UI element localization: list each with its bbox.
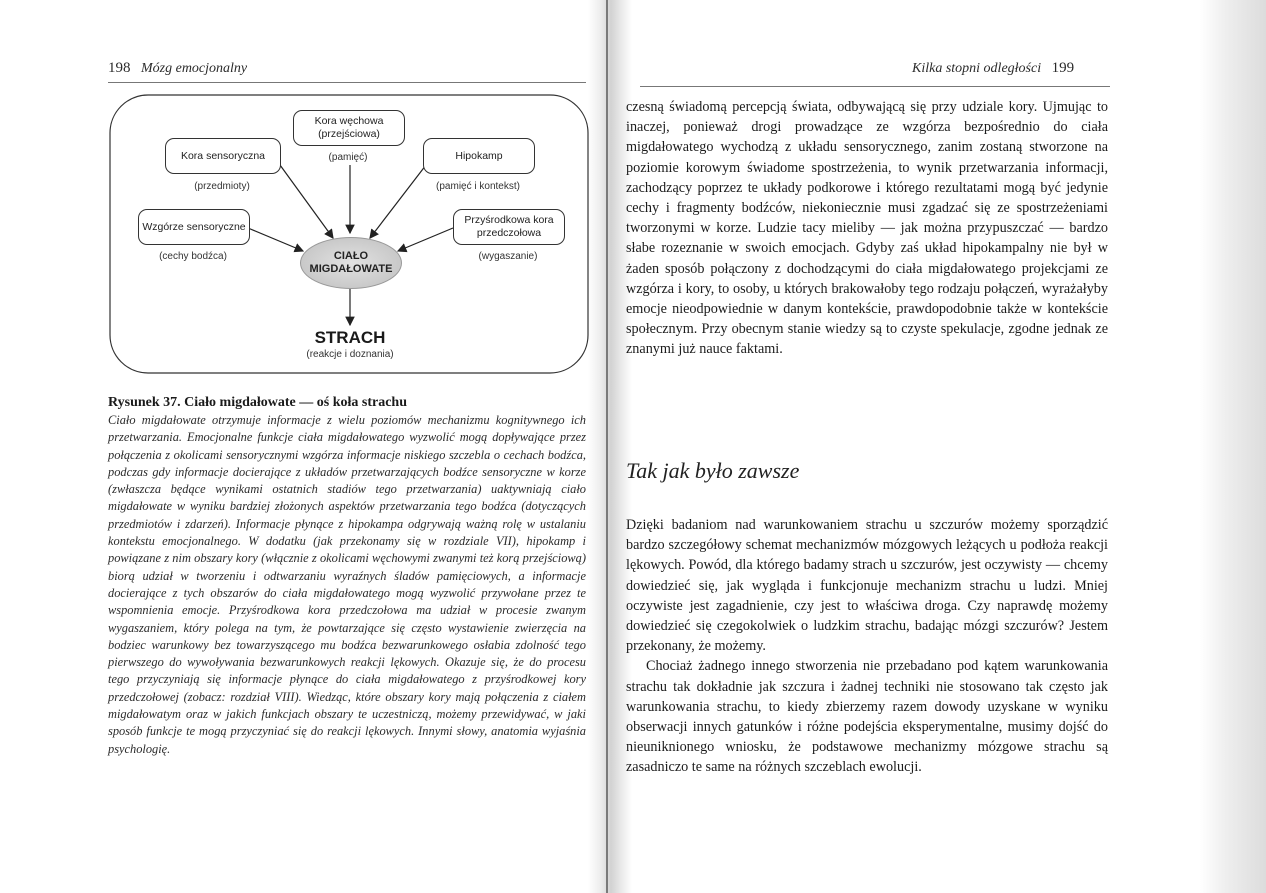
- right-running-head: [912, 60, 1074, 77]
- right-paragraph-2: Dzięki badaniom nad warunkowaniem strachu u szczurów możemy sporządzić bardzo szczegółowy schemat mechanizmów mózgowych leżących u podłoża reakcji lękowych. Powód, dla którego badamy strach u szczurów, jest oczywisty — chcemy dowiedzieć się, jak wygląda i funkcjonuje mechanizm strachu u ludzi. Mniej oczywiste jest zagadnienie, czy jest to właściwa droga. Czy naprawdę możemy dowiedzieć się czegokolwiek o ludzkim strachu, badając mózgi szczurów? Jestem przekonany, że możemy.: [626, 517, 1108, 655]
- section-heading: Tak jak było zawsze: [626, 458, 800, 483]
- arrow-hippocampus-to-amygdala: [370, 165, 426, 238]
- arrow-sensory-to-amygdala: [280, 165, 333, 238]
- sensory-cortex-box: Kora sensoryczna: [165, 138, 281, 174]
- amygdala-diagram: [108, 93, 592, 378]
- left-page-number: 198: [108, 60, 131, 76]
- extinction-label: (wygaszanie): [478, 251, 538, 262]
- fear-label: STRACH: [314, 328, 386, 347]
- arrow-prefrontal-to-amygdala: [398, 228, 453, 251]
- memory-context-label: (pamięć i kontekst): [436, 181, 520, 192]
- memory-label: (pamięć): [328, 152, 368, 163]
- right-page-text-top: [626, 97, 1108, 360]
- right-paragraph-3: Chociaż żadnego innego stworzenia nie przebadano pod kątem warunkowania strachu tak dokładnie jak szczura i żadnej techniki nie stosowano tak często jak warunkowania strachu, to kiedy zbierzemy razem dowody uzyskane w wyniku obserwacji innych gatunków i różne podejścia eksperymentalne, musimy dojść do nieuniknionego wniosku, że podstawowe mechanizmy mózgowe strachu są zasadniczo te same na różnych szczeblach ewolucji.: [626, 658, 1108, 776]
- fear-sublabel: (reakcje i doznania): [306, 349, 394, 360]
- arrow-thalamus-to-amygdala: [248, 228, 303, 251]
- right-head-rule: [640, 86, 1110, 87]
- stimulus-features-label: (cechy bodźca): [159, 251, 227, 262]
- hippocampus-box: Hipokamp: [423, 138, 535, 174]
- objects-label: (przedmioty): [194, 181, 250, 192]
- left-head-rule: [108, 82, 586, 83]
- figure-caption-title: Rysunek 37. Ciało migdałowate — oś koła strachu: [108, 395, 407, 410]
- figure-caption-body: Ciało migdałowate otrzymuje informacje z wielu poziomów mechanizmu kognitywnego ich przetwarzania. Emocjonalne funkcje ciała migdałowatego wyzwolić mogą dopływające przez połączenia z okolicami sensorycznymi wzgórza informacje niskiego szczebla o cechach bodźca, podczas gdy informacje docierające z układów przetwarzających bodźce sensoryczne w korze (zwłaszcza będące wynikami ostatnich stadiów tego przetwarzania) uaktywniają ciało migdałowate w wyniku bardziej złożonych aspektów przetwarzania tego bodźca (dotyczących przedmiotów i zdarzeń). Informacje płynące z hipokampa odgrywają ważną rolę w ustalaniu kontekstu emocjonalnego. W dodatku (jak przekonamy się w rozdziale VII), hipokamp i powiązane z nim obszary kory (włącznie z okolicami węchowymi zwanymi też korą przejściową) biorą udział w tworzeniu i odtwarzaniu wyraźnych śladów pamięciowych, a informacje docierające z tych obszarów do ciała migdałowatego mogą wyzwolić przywołane przez te wspomnienia emocje. Przyśrodkowa kora przedczołowa ma udział w procesie zwanym wygaszaniem, który polega na tym, że powtarzające się często wystawienie zwierzęcia na bodziec warunkowy bez towarzyszącego mu bodźca bezwarunkowego osłabia zdolność tego pierwszego do wywoływania bezwarunkowych reakcji lękowych. Okazuje się, że do procesu tego przyczyniają się informacje płynące do ciała migdałowatego z przyśrodkowej kory przedczołowej (zobacz: rozdział VIII). Wiedząc, które obszary kory mają połączenia z ciałem migdałowatym oraz w jakich funkcjach obszary te uczestniczą, możemy przewidywać, w jaki sposób funkcje te mogą przyczyniać się do reakcji lękowych. Innymi słowy, anatomia wyjaśnia psychologię.: [108, 413, 586, 756]
- gutter-fold-line: [606, 0, 608, 893]
- sensory-thalamus-box: Wzgórze sensoryczne: [138, 209, 250, 245]
- left-running-title: Mózg emocjonalny: [141, 61, 248, 76]
- amygdala-node: CIAŁO MIGDAŁOWATE: [300, 237, 402, 289]
- right-page-text-bottom: [626, 515, 1108, 778]
- prefrontal-cortex-box: Przyśrodkowa kora przedczołowa: [453, 209, 565, 245]
- olfactory-cortex-box: Kora węchowa (przejściowa): [293, 110, 405, 146]
- right-paragraph-1: czesną świadomą percepcją świata, odbywającą się przy udziale kory. Ujmując to inaczej, ponieważ drogi prowadzące ze wzgórza bezpośrednio do ciała migdałowatego wychodzą z układu sensorycznego, zanim zostaną stworzone na poziomie korowym świadome spostrzeżenia, to wynik przetwarzania informacji, zachodzący poprzez te układy podkorowe i którego rezultatami mogą być jedynie cechy i fragmenty bodźców, niekoniecznie musi zgadzać się ze spostrzeżeniami tworzonymi w korze. Ludzie tacy mieliby — jak można przypuszczać — bardzo słabe rozeznanie w swoich emocjach. Gdyby zaś układ hipokampalny nie był w żaden sposób połączony z dochodzącymi do ciała migdałowatego projekcjami ze wzgórza i kory, to osoby, u których brakowałoby tego rodzaju połączeń, wyrażałyby emocje nieodpowiednie w danym kontekście, prawdopodobnie także w kontekście społecznym. Przy obecnym stanie wiedzy są to czyste spekulacje, zgodne jednak ze znanymi już nauce faktami.: [626, 99, 1108, 358]
- page-edge-shadow: [1200, 0, 1266, 893]
- right-running-title: Kilka stopni odległości: [912, 61, 1042, 76]
- right-page-number: 199: [1051, 60, 1075, 76]
- left-running-head: [108, 60, 247, 77]
